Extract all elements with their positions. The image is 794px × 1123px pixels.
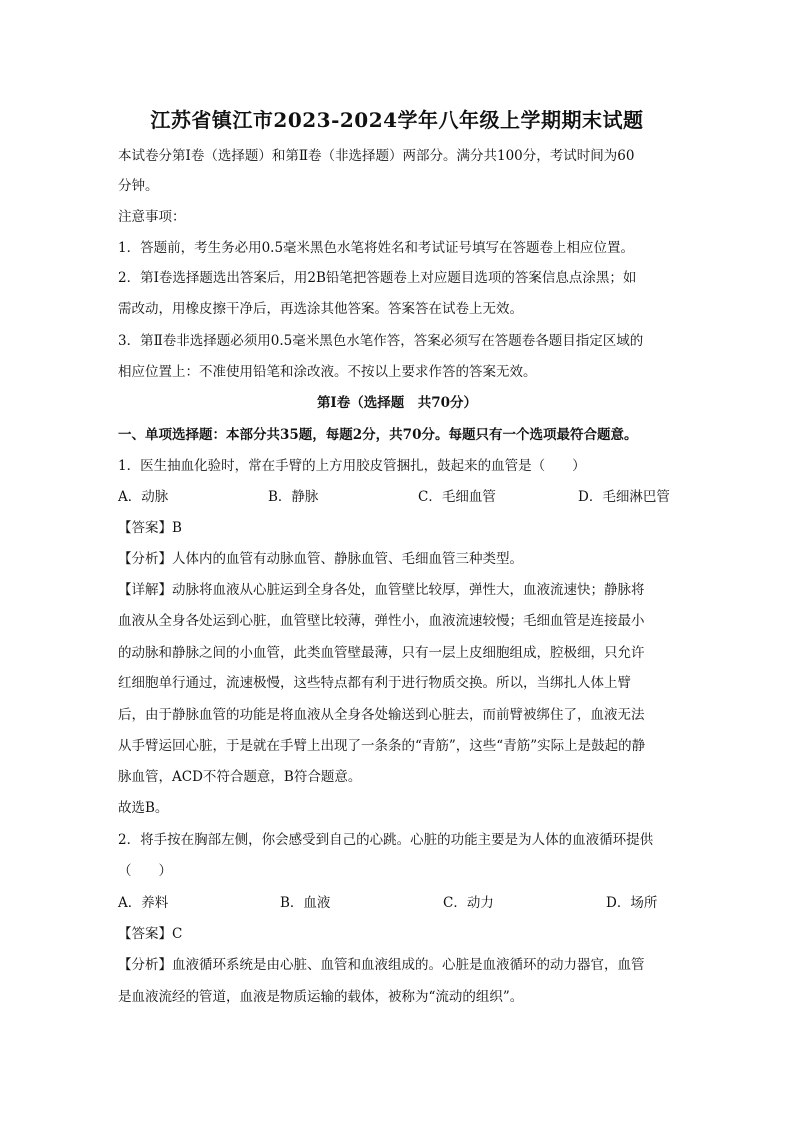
notes-heading: 注意事项：	[118, 209, 186, 225]
note-2-line-2: 需改动，用橡皮擦干净后，再选涂其他答案。答案答在试卷上无效。	[118, 301, 523, 317]
q1-detail-line-6: 从手臂运回心脏，于是就在手臂上出现了一条条的“青筋”，这些“青筋”实际上是鼓起的静	[118, 738, 646, 754]
q1-detail-line-4: 红细胞单行通过，流速极慢，这些特点都有利于进行物质交换。所以，当绑扎人体上臂	[118, 675, 631, 691]
q1-answer	[118, 518, 182, 538]
question-2-stem-line-1: 2．将手按在胸部左侧，你会感受到自己的心跳。心脏的功能主要是为人体的血液循环提供	[118, 832, 654, 848]
q2-option-c: C．动力	[443, 895, 494, 911]
q1-option-d: D．毛细淋巴管	[578, 489, 670, 505]
note-3-line-1: 3．第Ⅱ卷非选择题必须用0.5毫米黑色水笔作答，答案必须写在答题卷各题目指定区域的	[118, 333, 644, 349]
q1-analysis	[118, 549, 523, 569]
q1-detail-line-3: 的动脉和静脉之间的小血管，此类血管壁最薄，只有一层上皮细胞组成，腔极细，只允许	[118, 645, 645, 661]
q2-option-b: B．血液	[280, 895, 331, 911]
section-title: 第Ⅰ卷（选择题 共70分）	[316, 395, 478, 411]
note-3-line-2: 相应位置上：不准使用铅笔和涂改液。不按以上要求作答的答案无效。	[118, 364, 537, 380]
q1-detail-line-5: 后，由于静脉血管的功能是将血液从全身各处输送到心脏去，而前臂被绑住了，血液无法	[118, 707, 645, 723]
question-2-stem-line-2: （ ）	[118, 863, 172, 879]
answer-value: B	[172, 520, 182, 536]
intro-line-1: 本试卷分第Ⅰ卷（选择题）和第Ⅱ卷（非选择题）两部分。满分共100分，考试时间为60	[118, 148, 635, 164]
answer-tag: 【答案】	[118, 926, 172, 942]
q1-option-c: C．毛细血管	[418, 489, 496, 505]
q2-analysis-line-1	[118, 955, 645, 975]
analysis-tag: 【分析】	[118, 551, 172, 567]
note-2-line-1: 2．第Ⅰ卷选择题选出答案后，用2B铅笔把答题卷上对应题目选项的答案信息点涂黑；如	[118, 270, 637, 286]
analysis-text: 人体内的血管有动脉血管、静脉血管、毛细血管三种类型。	[172, 551, 523, 567]
intro-line-2: 分钟。	[118, 178, 159, 194]
q1-detail-line-7: 脉血管，ACD不符合题意，B符合题意。	[118, 769, 362, 785]
question-1-stem: 1．医生抽血化验时，常在手臂的上方用胶皮管捆扎，鼓起来的血管是（ ）	[118, 458, 586, 474]
q1-detail-line-1	[118, 580, 645, 600]
q2-option-a: A．养料	[118, 895, 169, 911]
q1-option-b: B．静脉	[268, 489, 319, 505]
detail-tag: 【详解】	[118, 582, 172, 598]
analysis-tag: 【分析】	[118, 957, 172, 973]
answer-tag: 【答案】	[118, 520, 172, 536]
q2-answer	[118, 924, 182, 944]
q2-analysis-line-2: 是血液流经的管道，血液是物质运输的载体，被称为“流动的组织”。	[118, 989, 524, 1005]
part-heading: 一、单项选择题：本部分共35题，每题2分，共70分。每题只有一个选项最符合题意。	[118, 427, 638, 443]
q1-conclusion: 故选B。	[118, 800, 169, 816]
analysis-text: 血液循环系统是由心脏、血管和血液组成的。心脏是血液循环的动力器官，血管	[172, 957, 645, 973]
detail-text: 动脉将血液从心脏运到全身各处，血管壁比较厚，弹性大，血液流速快；静脉将	[172, 582, 645, 598]
q2-option-d: D．场所	[606, 895, 658, 911]
page-title: 江苏省镇江市2023-2024学年八年级上学期期末试题	[150, 108, 644, 132]
note-1: 1．答题前，考生务必用0.5毫米黑色水笔将姓名和考试证号填写在答题卷上相应位置。	[118, 240, 635, 256]
q1-option-a: A．动脉	[118, 489, 169, 505]
q1-detail-line-2: 血液从全身各处运到心脏，血管壁比较薄，弹性小，血液流速较慢；毛细血管是连接最小	[118, 613, 645, 629]
answer-value: C	[172, 926, 183, 942]
